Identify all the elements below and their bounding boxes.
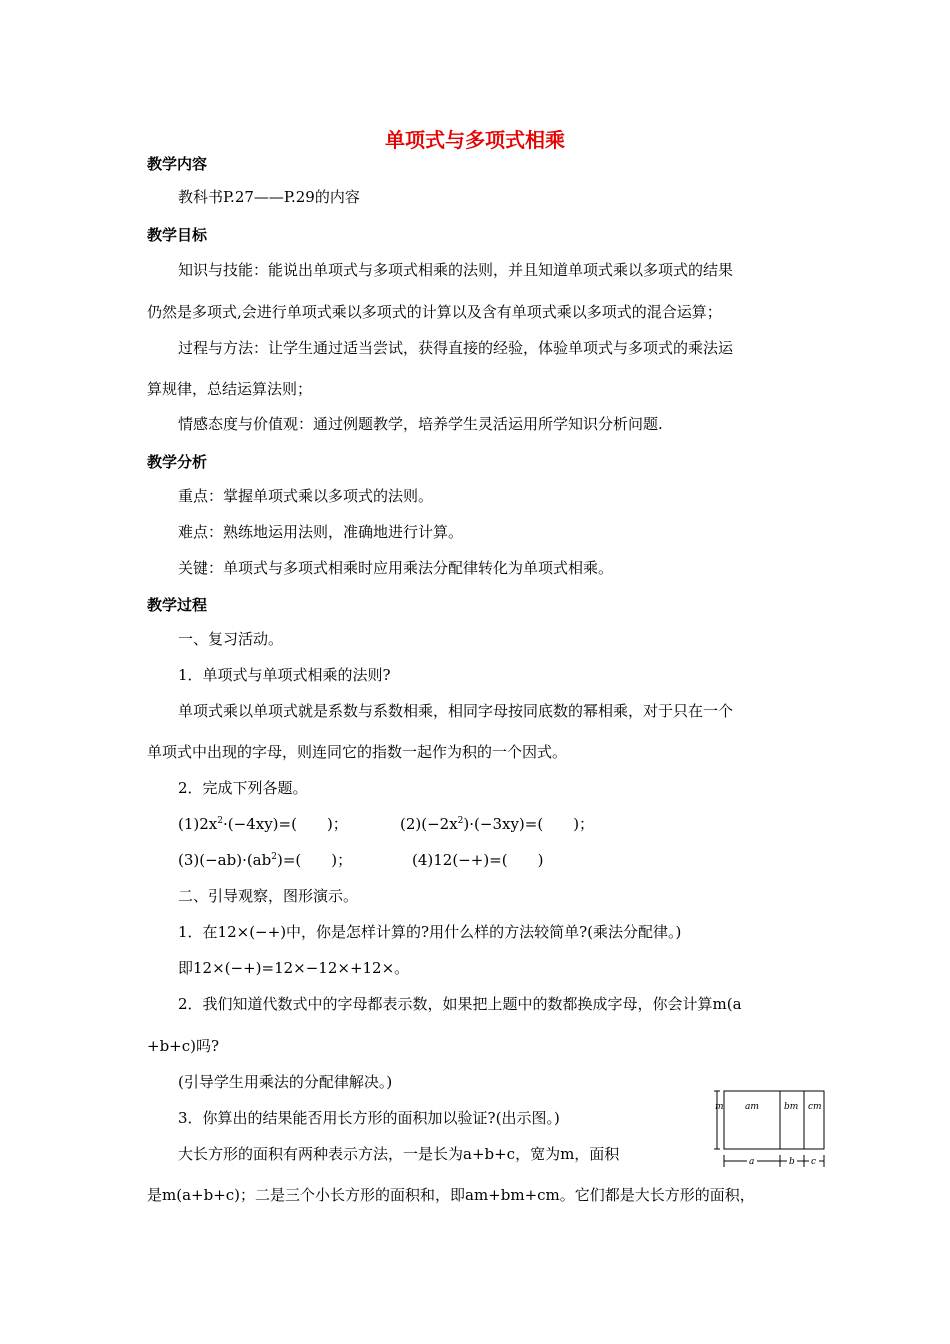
side-label: m (715, 1102, 724, 1112)
rectangle-area-figure (712, 1087, 830, 1173)
cell-bm: bm (784, 1102, 799, 1112)
line-process-13: 大长方形的面积有两种表示方法，一是长为a+b+c，宽为m，面积 (178, 1145, 620, 1163)
line-process-6: 二、引导观察，图形演示。 (178, 887, 359, 905)
line-process-3: 单项式乘以单项式就是系数与系数相乘，相同字母按同底数的幂相乘，对于只在一个 (178, 702, 734, 720)
page-title: 单项式与多项式相乘 (385, 128, 565, 152)
line-process-7: 1．在12×(−+)中，你是怎样计算的?用什么样的方法较简单?(乘法分配律。) (178, 923, 682, 941)
bottom-b: b (789, 1157, 795, 1167)
line-goal-1: 知识与技能：能说出单项式与多项式相乘的法则，并且知道单项式乘以多项式的结果 (178, 261, 734, 279)
heading-goals: 教学目标 (147, 226, 208, 244)
line-process-9: 2．我们知道代数式中的字母都表示数，如果把上题中的数都换成字母，你会计算m(a (178, 995, 742, 1013)
cell-am: am (745, 1102, 759, 1112)
bottom-a: a (749, 1157, 755, 1167)
line-goal-3: 过程与方法：让学生通过适当尝试，获得直接的经验，体验单项式与多项式的乘法运 (178, 339, 734, 357)
line-content: 教科书P.27——P.29的内容 (178, 188, 360, 206)
big-rectangle (724, 1091, 824, 1149)
line-process-11: (引导学生用乘法的分配律解决。) (178, 1073, 393, 1091)
heading-analysis: 教学分析 (147, 453, 208, 471)
exercise-1: $(1)2x^2\cdot(-4xy)=$( )； (178, 815, 348, 833)
cell-cm: cm (808, 1102, 822, 1112)
line-analysis-1: 重点：掌握单项式乘以多项式的法则。 (178, 487, 434, 505)
line-process-14: 是m(a+b+c)；二是三个小长方形的面积和，即am+bm+cm。它们都是大长方形的面积， (147, 1186, 755, 1204)
exercise-3: $(3)(-ab)\cdot(ab^2)=$( )； (178, 851, 353, 869)
heading-process: 教学过程 (147, 596, 208, 614)
exercise-4: (4)12(−+)=( ) (412, 851, 544, 869)
line-analysis-3: 关键：单项式与多项式相乘时应用乘法分配律转化为单项式相乘。 (178, 559, 614, 577)
line-process-8: 即12×(−+)=12×−12×+12×。 (178, 959, 410, 977)
line-goal-5: 情感态度与价值观：通过例题教学，培养学生灵活运用所学知识分析问题. (178, 415, 663, 433)
line-process-4: 单项式中出现的字母，则连同它的指数一起作为积的一个因式。 (147, 743, 568, 761)
heading-content: 教学内容 (147, 155, 208, 173)
line-process-2: 1．单项式与单项式相乘的法则? (178, 666, 391, 684)
line-process-1: 一、复习活动。 (178, 630, 284, 648)
line-goal-4: 算规律，总结运算法则； (147, 380, 313, 398)
line-process-12: 3．你算出的结果能否用长方形的面积加以验证?(出示图。) (178, 1109, 560, 1127)
exercise-2: $(2)(-2x^2)\cdot(-3xy)=$( )； (400, 815, 595, 833)
bottom-c: c (811, 1157, 817, 1167)
line-analysis-2: 难点：熟练地运用法则，准确地进行计算。 (178, 523, 464, 541)
line-process-5: 2．完成下列各题。 (178, 779, 308, 797)
line-goal-2: 仍然是多项式,会进行单项式乘以多项式的计算以及含有单项式乘以多项式的混合运算； (147, 303, 722, 321)
line-process-10: +b+c)吗? (147, 1037, 220, 1055)
